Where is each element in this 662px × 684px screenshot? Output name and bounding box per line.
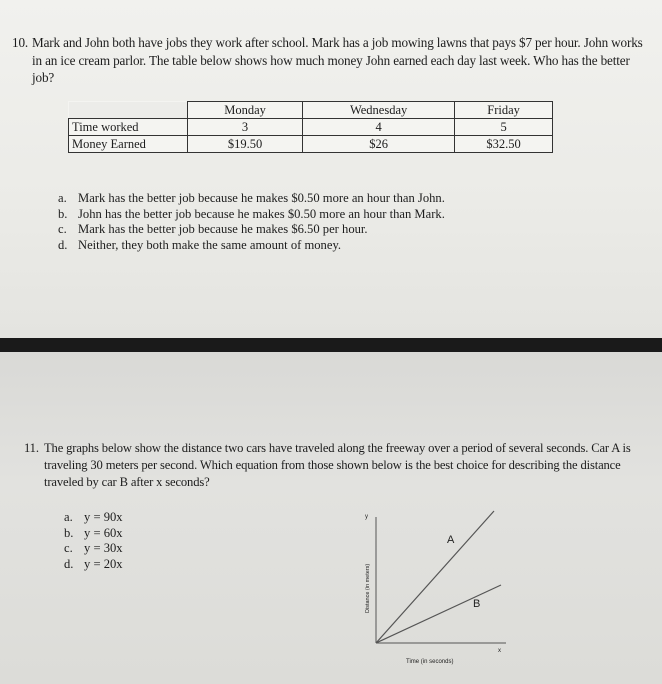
- line-a-label: A: [447, 534, 455, 546]
- x-axis-letter: x: [498, 648, 501, 654]
- question-11-prompt: The graphs below show the distance two cars have traveled along the freeway over a period of several seconds. Car A is traveling 30 meters per second. Which equation from those shown below is the best choice for describing the distance traveled by car B after x seconds?: [44, 441, 631, 489]
- table-header-monday: Monday: [188, 102, 303, 119]
- line-car-b: [376, 585, 501, 643]
- question-10-text: [12, 34, 652, 87]
- table-header-wednesday: Wednesday: [303, 102, 455, 119]
- table-row: [69, 119, 553, 136]
- question-10-prompt: Mark and John both have jobs they work after school. Mark has a job mowing lawns that pays $7 per hour. John works in an ice cream parlor. The table below shows how much money John earned each day last week. Who has the better job?: [32, 35, 643, 85]
- x-axis-label: Time (in seconds): [406, 659, 454, 665]
- table-cell: 5: [455, 119, 553, 136]
- distance-time-graph: [358, 505, 518, 673]
- choice-a[interactable]: a. y = 90x: [64, 510, 123, 524]
- row-label-time-worked: Time worked: [69, 119, 188, 136]
- choice-a[interactable]: a. Mark has the better job because he makes $0.50 more an hour than John.: [58, 191, 445, 205]
- choice-b[interactable]: b. John has the better job because he makes $0.50 more an hour than Mark.: [58, 206, 445, 221]
- question-10-number: 10.: [12, 35, 29, 50]
- choice-d[interactable]: d. y = 20x: [64, 556, 123, 571]
- table-header-row: [69, 102, 553, 119]
- table-cell: 4: [303, 119, 455, 136]
- choice-c[interactable]: c. Mark has the better job because he makes $6.50 per hour.: [58, 222, 368, 237]
- question-10-choices: [58, 191, 445, 253]
- table-cell: $32.50: [455, 136, 553, 153]
- question-11-number: 11.: [24, 441, 39, 455]
- photo-divider-band: [0, 338, 662, 352]
- table-row: [69, 136, 553, 153]
- line-b-label: B: [473, 598, 481, 610]
- y-axis-letter: y: [365, 514, 368, 520]
- john-earnings-table: [68, 101, 553, 153]
- table-cell: 3: [188, 119, 303, 136]
- table-corner-cell: [69, 102, 188, 119]
- choice-b[interactable]: b. y = 60x: [64, 525, 123, 540]
- row-label-money-earned: Money Earned: [69, 136, 188, 153]
- choice-c[interactable]: c. y = 30x: [64, 541, 123, 555]
- line-car-a: [376, 511, 494, 643]
- table-cell: $26: [303, 136, 455, 153]
- question-11-choices: [64, 510, 123, 572]
- y-axis-label: Distance (in meters): [365, 563, 371, 613]
- choice-d[interactable]: d. Neither, they both make the same amount of money.: [58, 237, 342, 252]
- table-header-friday: Friday: [455, 102, 553, 119]
- table-cell: $19.50: [188, 136, 303, 153]
- question-11-text: [24, 440, 644, 491]
